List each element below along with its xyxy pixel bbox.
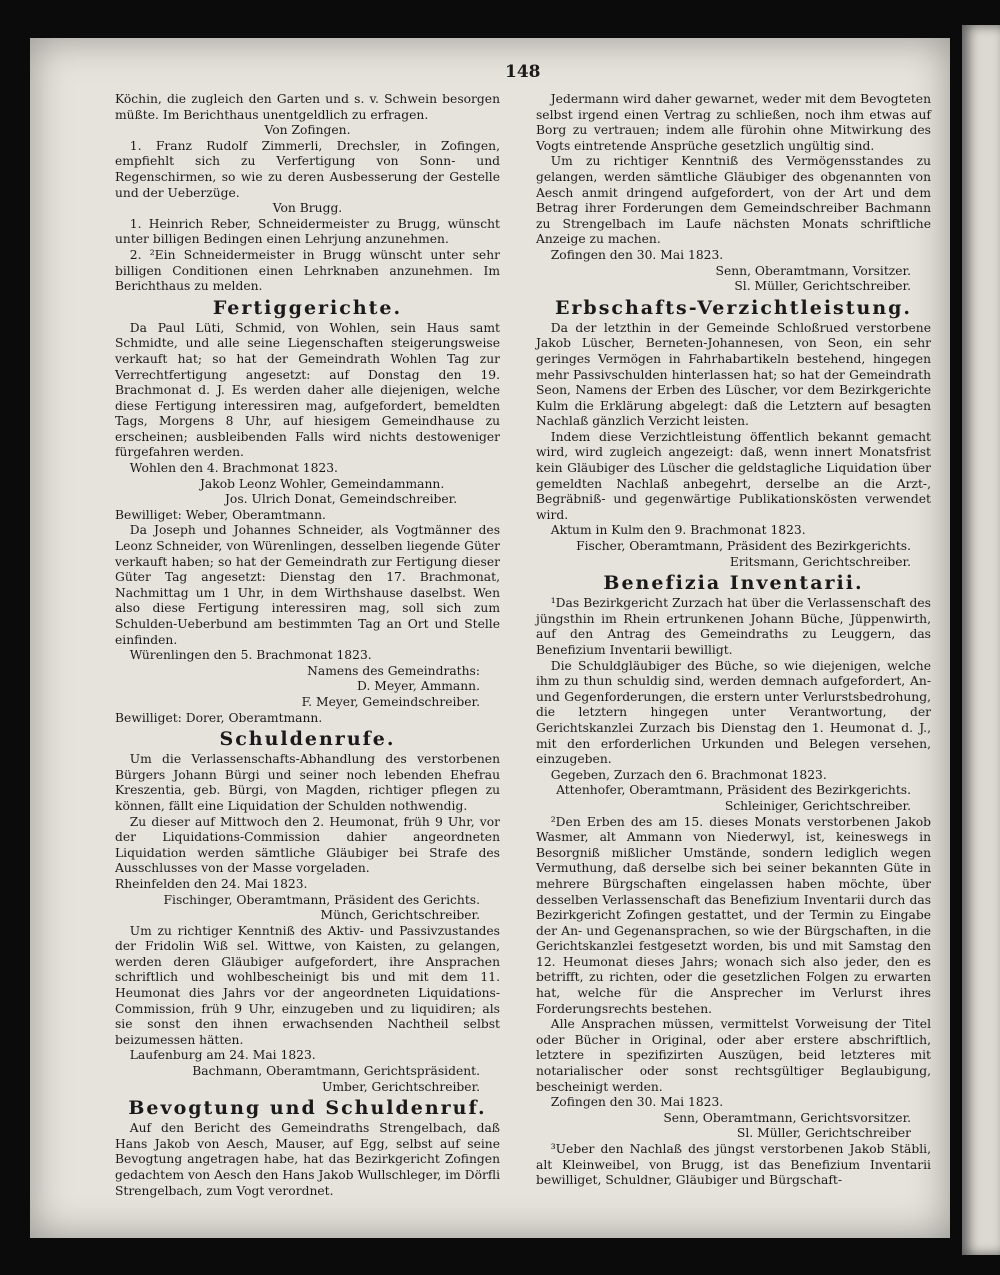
date-line: Zofingen den 30. Mai 1823. bbox=[550, 247, 724, 262]
paragraph: Da der letzthin in der Gemeinde Schloßrued verstorbene Jakob Lüscher, Berneten-Johannesen, von Seon, ein sehr geringes Vermögen in Fahrhabartikeln bestehend, hingegen mehr Passivschulden hinterlassen hat; so hat der Gemeindrath Seon, Namens der Erben des Lüscher, vor dem Bezirkgerichte Kulm die Erklärung abgelegt: daß die Letztern auf besagten Nachlaß gänzlich Verzicht leisten. bbox=[536, 320, 931, 429]
right-column bbox=[536, 92, 931, 1189]
signature: Eritsmann, Gerichtschreiber. bbox=[729, 554, 911, 569]
signature: Namens des Gemeindraths: bbox=[307, 663, 480, 678]
signature: Fischer, Oberamtmann, Präsident des Bezirkgerichts. bbox=[576, 539, 911, 554]
paragraph: 2. ²Ein Schneidermeister in Brugg wünscht unter sehr billigen Conditionen einen Lehrknaben anzunehmen. Im Berichthaus zu melden. bbox=[115, 247, 500, 294]
left-column bbox=[115, 92, 500, 1199]
section-heading: Schuldenrufe. bbox=[219, 728, 396, 751]
paragraph: Die Schuldgläubiger des Büche, so wie diejenigen, welche ihm zu thun schuldig sind, werden demnach aufgefordert, An- und Gegenforderungen, die erstern unter Verlurstsbedrohung, die letztern hingegen unter Verantwortung, der Gerichtskanzlei Zurzach bis Dienstag den 1. Heumonat d. J., mit den erforderlichen Urkunden und Belegen versehen, einzugeben. bbox=[536, 658, 931, 767]
signature: Senn, Oberamtmann, Gerichtsvorsitzer. bbox=[663, 1110, 911, 1125]
paragraph: 1. Heinrich Reber, Schneidermeister zu Brugg, wünscht unter billigen Bedingen einen Lehrjung anzunehmen. bbox=[115, 216, 500, 247]
paragraph: Um zu richtiger Kenntniß des Vermögensstandes zu gelangen, werden sämtliche Gläubiger des obgenannten von Aesch anmit dringend aufgefordert, von der Art und dem Betrag ihrer Forderungen dem Gemeindschreiber Bachmann zu Strengelbach im Laufe nächsten Monats schriftliche Anzeige zu machen. bbox=[536, 154, 931, 247]
date-line: Wohlen den 4. Brachmonat 1823. bbox=[129, 461, 338, 476]
paragraph: Indem diese Verzichtleistung öffentlich bekannt gemacht wird, wird zugleich angezeigt: daß, wenn innert Monatsfrist kein Gläubiger des Lüscher die geldstagliche Liquidation über gemeldten Nachlaß anbegehrt, derselbe an die Arzt-, Begräbniß- und gegenwärtige Publikationskösten verwendet wird. bbox=[536, 429, 931, 522]
signature: Fischinger, Oberamtmann, Präsident des Gerichts. bbox=[163, 892, 480, 907]
paragraph: Auf den Bericht des Gemeindraths Strengelbach, daß Hans Jakob von Aesch, Mauser, auf Egg, selbst auf seine Bevogtung angetragen habe, hat das Bezirkgericht Zofingen gedachtem von Aesch den Hans Jakob Wullschleger, im Dörfli Strengelbach, zum Vogt verordnet. bbox=[115, 1121, 500, 1198]
signature: Bachmann, Oberamtmann, Gerichtspräsident. bbox=[192, 1064, 480, 1079]
paragraph: Jedermann wird daher gewarnet, weder mit dem Bevogteten selbst irgend einen Vertrag zu schließen, noch ihm etwas auf Borg zu vertrauen; indem alle fürohin ohne Mitwirkung des Vogts eintretende Ansprüche gesetzlich ungültig sind. bbox=[536, 92, 931, 153]
date-line: Würenlingen den 5. Brachmonat 1823. bbox=[129, 648, 372, 663]
date-line: Gegeben, Zurzach den 6. Brachmonat 1823. bbox=[550, 767, 827, 782]
paragraph: ¹Das Bezirkgericht Zurzach hat über die Verlassenschaft des jüngsthin im Rhein ertrunkenen Johann Büche, Jüppenwirth, auf den Antrag des Gemeindraths zu Leuggern, das Benefizium Inventarii bewilligt. bbox=[536, 596, 931, 657]
approval-line: Bewilliget: Dorer, Oberamtmann. bbox=[115, 710, 323, 725]
paragraph: ²Den Erben des am 15. dieses Monats verstorbenen Jakob Wasmer, alt Ammann von Niederwyl, ist, keineswegs in Besorgniß mißlicher Umstände, sondern lediglich wegen Vermuthung, daß derselbe sich bei seiner bekannten Güte in mehrere Bürgschaften eingelassen haben möchte, über desselben Verlassenschaft das Benefizium Inventarii durch das Bezirkgericht Zofingen gestattet, und der Termin zu Eingabe der An- und Gegenansprachen, so wie der Bürgschaften, in die Gerichtskanzlei festgesetzt worden, bis und mit Samstag den 12. Heumonat dieses Jahrs; wonach sich also jeder, den es betrifft, zu richten, oder die gesetzlichen Folgen zu erwarten hat, welche für die Ansprecher im Verlurst ihres Forderungsrechts bestehen. bbox=[536, 814, 931, 1016]
section-heading: Erbschafts-Verzichtleistung. bbox=[554, 296, 913, 319]
signature: Senn, Oberamtmann, Vorsitzer. bbox=[715, 263, 911, 278]
paragraph: Da Paul Lüti, Schmid, von Wohlen, sein Haus samt Schmidte, und alle seine Liegenschaften steigerungsweise verkauft hat; so hat der Gemeindrath Wohlen Tag zur Verrechtfertigung angesetzt: auf Donstag den 19. Brachmonat d. J. Es werden daher alle diejenigen, welche diese Fertigung interessiren mag, aufgefordert, bemeldten Tags, Morgens 8 Uhr, auf hiesigem Gemeindhause zu erscheinen; ausbleibenden Falls wird nichts destoweniger fürgefahren werden. bbox=[115, 320, 500, 460]
signature: Attenhofer, Oberamtmann, Präsident des Bezirkgerichts. bbox=[556, 783, 911, 798]
adjacent-page-edge bbox=[962, 25, 1000, 1255]
paragraph: 1. Franz Rudolf Zimmerli, Drechsler, in Zofingen, empfiehlt sich zu Verfertigung von Sonn- und Regenschirmen, so wie zu deren Ausbesserung der Gestelle und der Ueberzüge. bbox=[115, 138, 500, 200]
section-subheading: Von Zofingen. bbox=[264, 123, 351, 138]
section-subheading: Von Brugg. bbox=[272, 201, 343, 216]
paragraph: Da Joseph und Johannes Schneider, als Vogtmänner des Leonz Schneider, von Würenlingen, desselben liegende Güter verkauft haben; so hat der Gemeindrath zur Fertigung dieser Güter Tag angesetzt: Dienstag den 17. Brachmonat, Nachmittag um 1 Uhr, in dem Wirthshause daselbst. Wen also diese Fertigung interessiren mag, soll sich zum Schulden-Ueberbund am bestimmten Tag an Ort und Stelle einfinden. bbox=[115, 523, 500, 647]
signature: Schleiniger, Gerichtschreiber. bbox=[724, 798, 911, 813]
paragraph: Um zu richtiger Kenntniß des Aktiv- und Passivzustandes der Fridolin Wiß sel. Wittwe, von Kaisten, zu gelangen, werden deren Gläubiger aufgefordert, ihre Ansprachen schriftlich und wohlbescheinigt bis und mit dem 11. Heumonat dies Jahrs vor der angeordneten Liquidations-Commission, früh 9 Uhr, einzugeben und zu liquidiren; als sie sonst den ihnen erwachsenden Nachtheil selbst beizumessen hätten. bbox=[115, 923, 500, 1047]
signature: D. Meyer, Ammann. bbox=[357, 679, 480, 694]
signature: Umber, Gerichtschreiber. bbox=[322, 1079, 480, 1094]
signature: Sl. Müller, Gerichtschreiber. bbox=[734, 279, 911, 294]
signature: F. Meyer, Gemeindschreiber. bbox=[301, 694, 480, 709]
paragraph: Alle Ansprachen müssen, vermittelst Vorweisung der Titel oder Bücher in Original, oder aber erstere abschriftlich, letztere in spezifizirten Auszügen, beid letzteres mit notarialischer oder sonst rechtsgültiger Beglaubigung, bescheinigt werden. bbox=[536, 1017, 931, 1094]
paragraph: Köchin, die zugleich den Garten und s. v. Schwein besorgen müßte. Im Berichthaus unentgeldlich zu erfragen. bbox=[115, 92, 500, 122]
section-heading: Bevogtung und Schuldenruf. bbox=[128, 1097, 487, 1120]
signature: Münch, Gerichtschreiber. bbox=[320, 908, 480, 923]
paragraph: Um die Verlassenschafts-Abhandlung des verstorbenen Bürgers Johann Bürgi und seiner noch lebenden Ehefrau Kreszentia, geb. Bürgi, von Magden, richtiger pflegen zu können, fällt eine Liquidation der Schulden nothwendig. bbox=[115, 752, 500, 813]
date-line: Aktum in Kulm den 9. Brachmonat 1823. bbox=[550, 523, 806, 538]
page-number: 148 bbox=[505, 62, 541, 82]
date-line: Laufenburg am 24. Mai 1823. bbox=[129, 1048, 316, 1063]
signature: Jos. Ulrich Donat, Gemeindschreiber. bbox=[225, 492, 458, 507]
signature: Jakob Leonz Wohler, Gemeindammann. bbox=[200, 476, 445, 491]
approval-line: Bewilliget: Weber, Oberamtmann. bbox=[115, 507, 326, 522]
paragraph: ³Ueber den Nachlaß des jüngst verstorbenen Jakob Stäbli, alt Kleinweibel, von Brugg, ist das Benefizium Inventarii bewilliget, Schuldner, Gläubiger und Bürgschaft- bbox=[536, 1142, 931, 1188]
paragraph: Zu dieser auf Mittwoch den 2. Heumonat, früh 9 Uhr, vor der Liquidations-Commission dahier angeordneten Liquidation werden sämtliche Gläubiger bei Strafe des Ausschlusses von der Masse vorgeladen. bbox=[115, 814, 500, 876]
signature: Sl. Müller, Gerichtschreiber bbox=[736, 1126, 911, 1141]
section-heading: Benefizia Inventarii. bbox=[603, 572, 864, 595]
date-line: Rheinfelden den 24. Mai 1823. bbox=[115, 876, 308, 891]
section-heading: Fertiggerichte. bbox=[212, 296, 403, 319]
date-line: Zofingen den 30. Mai 1823. bbox=[550, 1095, 724, 1110]
